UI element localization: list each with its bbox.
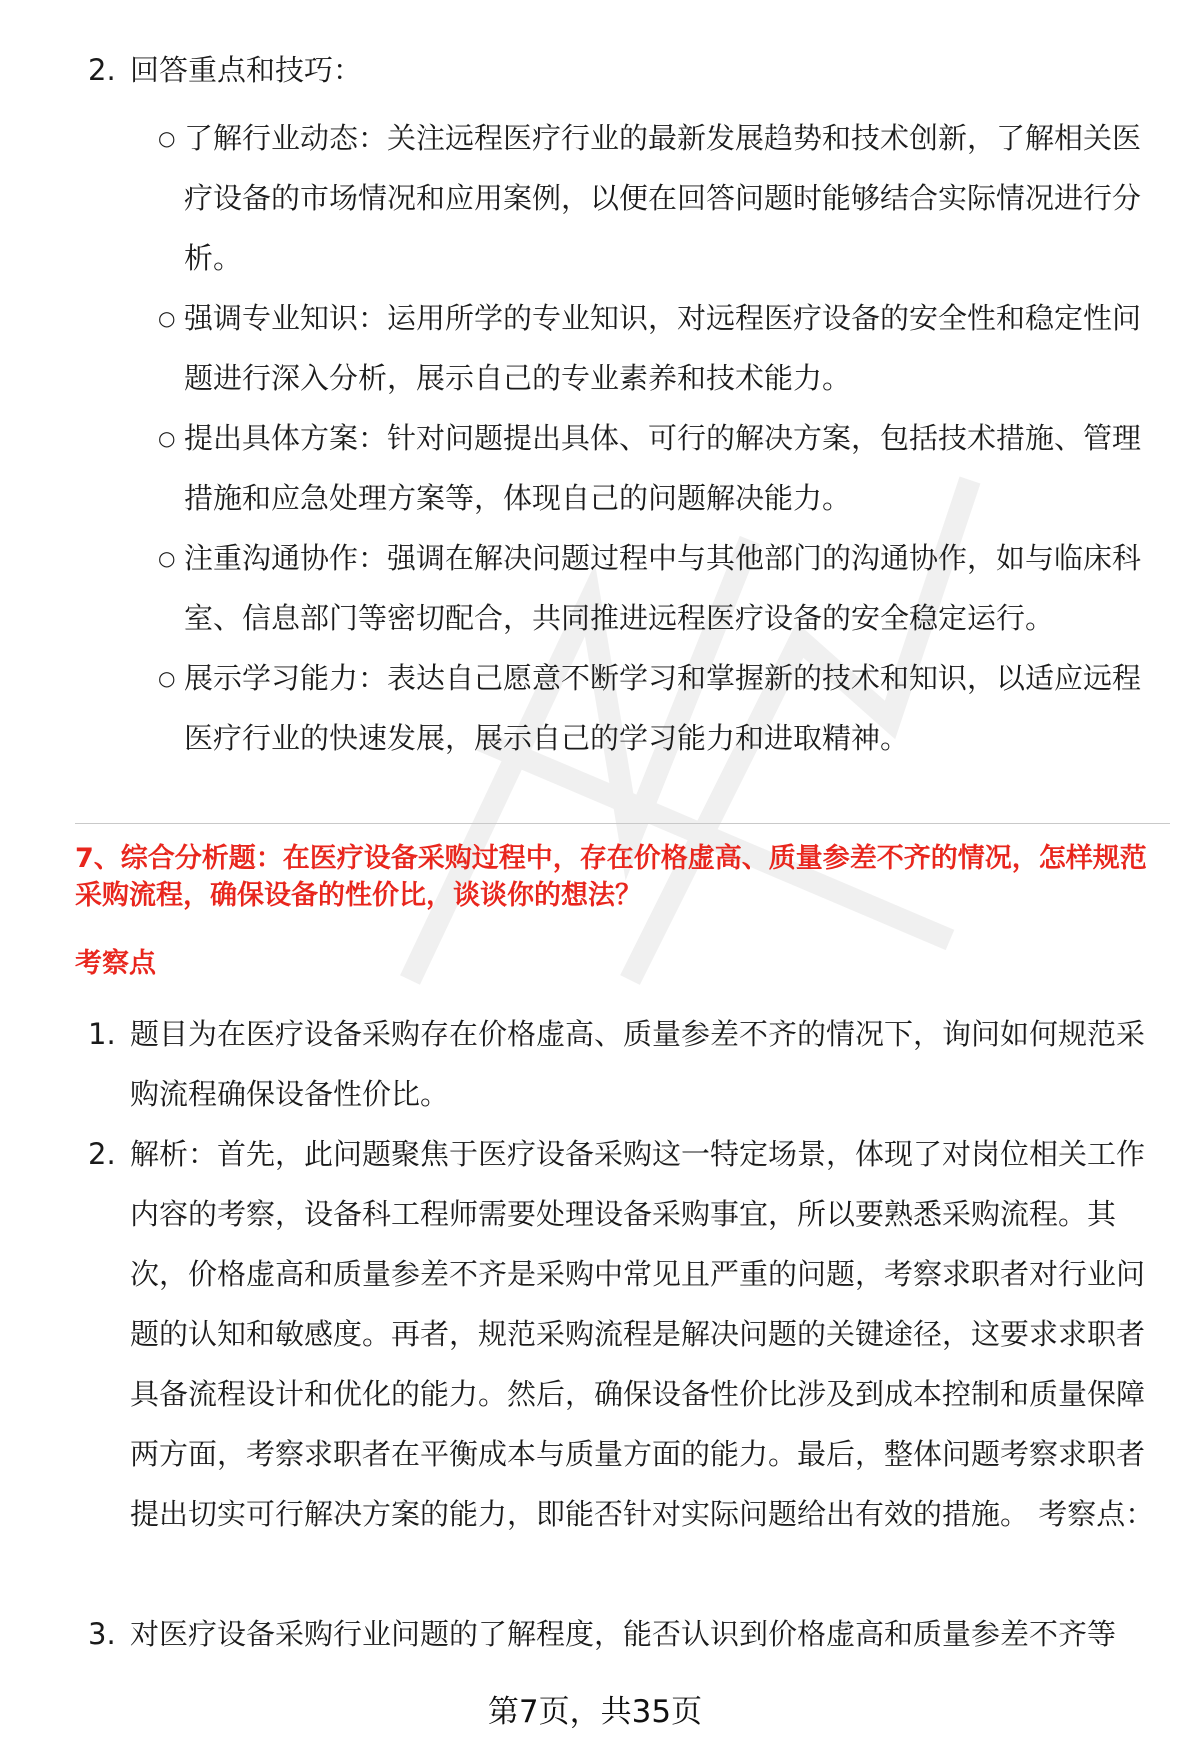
list-item-text: 强调专业知识：运用所学的专业知识，对远程医疗设备的安全性和稳定性问题进行深入分析，展示自己的专业素养和技术能力。 (184, 301, 1142, 395)
tips-list (160, 108, 1160, 768)
question-title: 7、综合分析题：在医疗设备采购过程中，存在价格虚高、质量参差不齐的情况，怎样规范采购流程，确保设备的性价比，谈谈你的想法？ (75, 843, 1147, 911)
list-item-text: 解析：首先，此问题聚焦于医疗设备采购这一特定场景，体现了对岗位相关工作内容的考察，设备科工程师需要处理设备采购事宜，所以要熟悉采购流程。其次，价格虚高和质量参差不齐是采购中常见且严重的问题，考察求职者对行业问题的认知和敏感度。再者，规范采购流程是解决问题的关键途径，这要求求职者具备流程设计和优化的能力。然后，确保设备性价比涉及到成本控制和质量保障两方面，考察求职者在平衡成本与质量方面的能力。最后，整体问题考察求职者提出切实可行解决方案的能力，即能否针对实际问题给出有效的措施。 考察点： (130, 1137, 1155, 1531)
list-item-text: 题目为在医疗设备采购存在价格虚高、质量参差不齐的情况下，询问如何规范采购流程确保设备性价比。 (130, 1017, 1146, 1111)
bullet-circle-icon: ○ (158, 126, 176, 150)
bullet-circle-icon: ○ (158, 546, 176, 570)
item-number: 3. (88, 1617, 116, 1651)
bullet-circle-icon: ○ (158, 666, 176, 690)
page-footer: 第7页，共35页 (487, 1694, 703, 1730)
list-item-text: 了解行业动态：关注远程医疗行业的最新发展趋势和技术创新，了解相关医疗设备的市场情况和应用案例，以便在回答问题时能够结合实际情况进行分析。 (184, 121, 1142, 275)
item-number: 1. (88, 1017, 116, 1051)
tips-heading: 回答重点和技巧： (130, 53, 363, 87)
list-item (160, 648, 1160, 768)
list-item (88, 1004, 1158, 1124)
list-item (88, 1124, 1158, 1544)
section-label: 考察点 (75, 948, 156, 979)
item-number: 2. (88, 53, 116, 87)
tips-heading-item (88, 40, 1158, 100)
list-item-text: 注重沟通协作：强调在解决问题过程中与其他部门的沟通协作，如与临床科室、信息部门等密切配合，共同推进远程医疗设备的安全稳定运行。 (184, 541, 1142, 635)
list-item-text: 对医疗设备采购行业问题的了解程度，能否认识到价格虚高和质量参差不齐等 (130, 1617, 1117, 1651)
list-item-text: 提出具体方案：针对问题提出具体、可行的解决方案，包括技术措施、管理措施和应急处理方案等，体现自己的问题解决能力。 (184, 421, 1142, 515)
list-item-text: 展示学习能力：表达自己愿意不断学习和掌握新的技术和知识，以适应远程医疗行业的快速发展，展示自己的学习能力和进取精神。 (184, 661, 1142, 755)
list-item (160, 288, 1160, 408)
list-item (160, 408, 1160, 528)
list-item (160, 528, 1160, 648)
item-number: 2. (88, 1137, 116, 1171)
list-item (160, 108, 1160, 288)
list-item (88, 1604, 1158, 1664)
section-divider (75, 823, 1170, 824)
bullet-circle-icon: ○ (158, 306, 176, 330)
bullet-circle-icon: ○ (158, 426, 176, 450)
